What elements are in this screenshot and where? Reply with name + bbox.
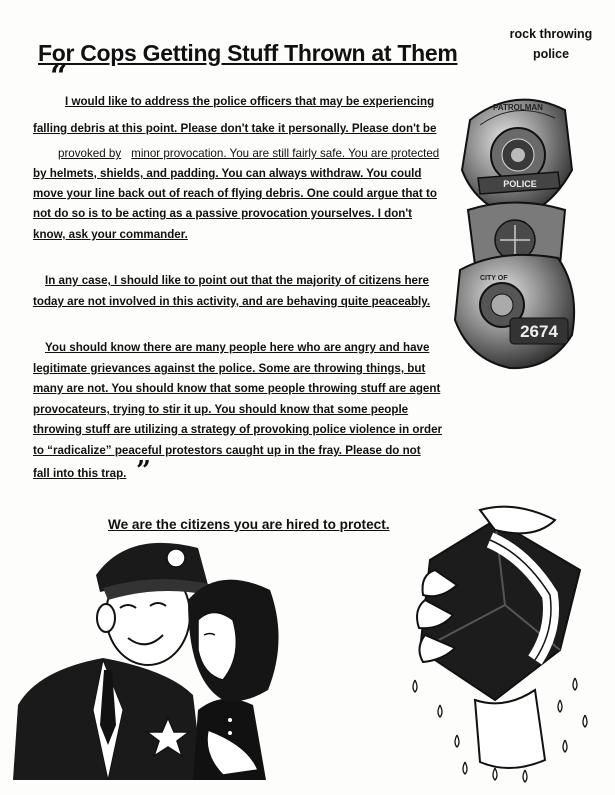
badge-top <box>462 100 572 218</box>
wrist <box>475 690 545 768</box>
police-badges-illustration <box>440 80 590 375</box>
flyer-title: For Cops Getting Stuff Thrown at Them <box>38 40 458 66</box>
text-line: to “radicalize” peaceful protestors caught up in the fray. Please do not <box>33 444 421 457</box>
closing-text: We are the citizens you are hired to protect. <box>108 517 390 532</box>
badge-bottom <box>455 255 574 368</box>
badge-banner-text: POLICE <box>503 179 537 189</box>
corner-label-line-1: rock throwing <box>509 27 593 41</box>
hand-holding-rock-illustration <box>395 500 600 785</box>
text-line <box>48 95 434 109</box>
badge-bottom-text: CITY OF <box>480 275 508 282</box>
text-line: many are not. You should know that some people throwing stuff are agent <box>33 382 441 395</box>
text-line: today are not involved in this activity, and are behaving quite peaceably. <box>33 295 431 308</box>
close-quote-mark: ” <box>136 456 151 486</box>
badge-number: 2674 <box>520 322 558 341</box>
text-line <box>58 147 439 161</box>
text-line: legitimate grievances against the police. Some are throwing things, but <box>33 362 426 375</box>
badge-top-text: PATROLMAN <box>493 103 543 112</box>
provoked-by-text: provoked by <box>58 147 122 160</box>
policeman-and-girl-illustration <box>8 530 338 780</box>
corner-label-line-2: police <box>532 47 570 61</box>
line-text: minor provocation. You are still fairly safe. You are protected <box>131 147 440 160</box>
text-line: fall into this trap. <box>33 467 127 480</box>
text-line: throwing stuff are utilizing a strategy of provoking police violence in order <box>33 423 443 436</box>
text-line <box>33 274 429 288</box>
text-line: move your line back out of reach of flying debris. One could argue that to <box>33 187 437 200</box>
line-text: In any case, I should like to point out that the majority of citizens here <box>45 274 429 287</box>
text-line <box>33 341 429 355</box>
line-text: I would like to address the police officers that may be experiencing <box>65 95 435 108</box>
open-quote-mark: “ <box>50 59 68 94</box>
text-line: know, ask your commander. <box>33 228 188 241</box>
text-line: provocateurs, trying to stir it up. You should know that some people <box>33 403 409 416</box>
line-text: You should know there are many people here who are angry and have <box>45 341 430 354</box>
text-line: falling debris at this point. Please don't take it personally. Please don't be <box>33 122 437 135</box>
corner-label <box>498 24 604 64</box>
text-line: not do so is to be acting as a passive provocation yourselves. I don't <box>33 207 412 220</box>
text-line: by helmets, shields, and padding. You can always withdraw. You could <box>33 167 422 180</box>
